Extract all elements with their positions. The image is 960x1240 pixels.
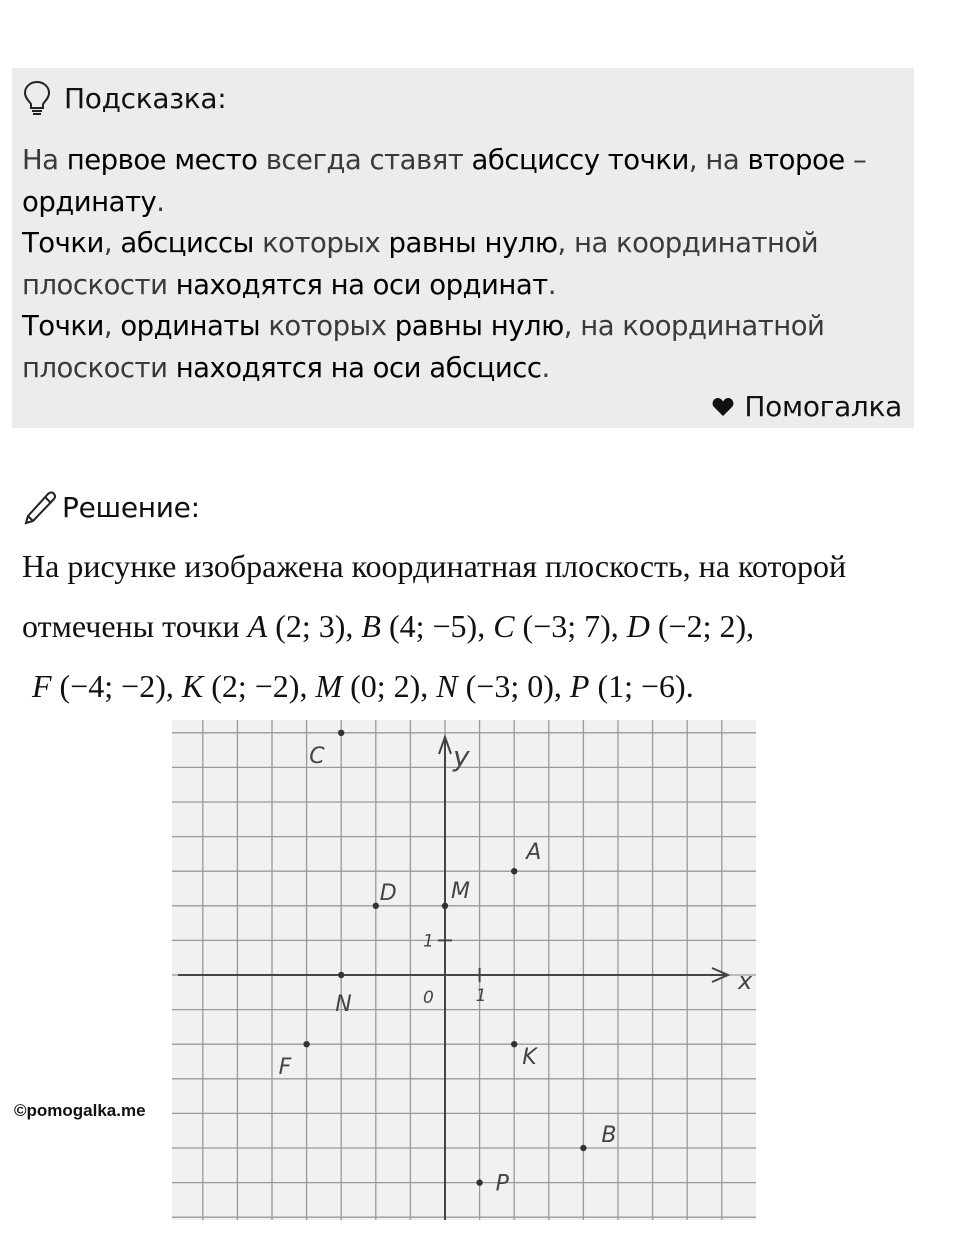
point-label-p: P	[495, 1171, 509, 1197]
point-label-a: A	[526, 840, 542, 866]
point-name: D	[626, 608, 650, 644]
hint-emphasis: второе	[747, 144, 845, 176]
point-p	[476, 1179, 482, 1185]
hint-run: , на	[688, 144, 748, 176]
solution-run: На рисунке изображена координатная плоскость, на которой	[22, 548, 847, 584]
pencil-icon	[22, 488, 58, 526]
hint-text	[22, 140, 902, 389]
hint-emphasis: ординаты	[120, 310, 261, 342]
hint-run: плоскости	[22, 351, 176, 384]
coordinate-plane	[172, 720, 756, 1220]
axis-y-label: y	[453, 740, 470, 773]
hint-run: всегда ставят	[257, 144, 472, 176]
point-label-n: N	[335, 992, 352, 1017]
point-label-c: C	[309, 743, 325, 769]
axis-x-label: x	[738, 967, 753, 995]
point-a	[511, 868, 517, 874]
lightbulb-icon	[22, 80, 52, 116]
solution-run: (2; −2),	[203, 668, 316, 704]
solution-header	[22, 488, 200, 526]
hint-emphasis: находятся на оси ординат	[175, 268, 548, 301]
solution-run: (−2; 2),	[649, 608, 755, 644]
point-name: B	[361, 608, 381, 644]
point-f	[303, 1041, 309, 1047]
credit	[712, 390, 902, 423]
point-label-m: M	[451, 878, 470, 904]
hint-line	[22, 348, 902, 390]
hint-title: Подсказка:	[64, 81, 227, 115]
origin-label: 0	[423, 988, 434, 1008]
unit-y-label: 1	[423, 931, 434, 952]
point-label-k: K	[522, 1045, 537, 1071]
point-b	[580, 1145, 586, 1151]
solution-line	[22, 536, 942, 596]
point-label-d: D	[379, 880, 397, 906]
point-name: F	[32, 668, 52, 704]
point-name: N	[436, 668, 458, 704]
credit-label: Помогалка	[744, 390, 902, 423]
hint-run: На	[22, 144, 67, 176]
hint-run: ,	[103, 310, 121, 342]
hint-emphasis: Точки	[22, 227, 104, 259]
hint-line	[22, 182, 902, 224]
solution-title: Решение:	[62, 490, 200, 524]
hint-line	[22, 306, 902, 348]
solution-run: (−4; −2),	[51, 668, 182, 704]
hint-emphasis: ординату	[22, 185, 157, 218]
point-name: P	[569, 668, 590, 704]
point-label-b: B	[601, 1123, 617, 1148]
point-name: M	[315, 668, 343, 704]
coordinate-plane-photo	[172, 720, 756, 1220]
hint-line	[22, 265, 902, 307]
solution-run: отмечены точки	[22, 608, 248, 644]
heart-icon	[712, 397, 734, 417]
point-name: C	[493, 608, 515, 644]
solution-line	[22, 656, 942, 716]
solution-run: (−3; 0),	[457, 668, 570, 704]
point-name: K	[181, 668, 204, 704]
watermark: ©pomogalka.me	[14, 1101, 146, 1120]
hint-run: .	[547, 268, 557, 301]
hint-line	[22, 140, 902, 182]
point-n	[338, 972, 344, 978]
solution-run: (1; −6).	[589, 668, 694, 704]
solution-text	[22, 536, 942, 716]
hint-emphasis: абсциссы	[120, 227, 254, 259]
point-m	[442, 903, 448, 909]
hint-run: .	[541, 351, 550, 384]
hint-run: которых	[253, 227, 389, 259]
hint-run: , на координатной	[557, 227, 819, 259]
hint-emphasis: находятся на оси абсцисс	[175, 351, 542, 384]
hint-run: ,	[103, 227, 121, 259]
unit-x-label: 1	[475, 986, 487, 1006]
point-k	[511, 1041, 517, 1047]
solution-line	[22, 596, 942, 656]
hint-run: .	[156, 185, 165, 218]
hint-run: –	[844, 144, 867, 176]
solution-run: (2; 3),	[267, 608, 362, 644]
solution-run: (4; −5),	[380, 608, 494, 644]
hint-header	[22, 80, 226, 116]
hint-line	[22, 223, 902, 265]
hint-emphasis: Точки	[22, 310, 104, 342]
hint-run: которых	[260, 310, 395, 342]
solution-run: (0; 2),	[342, 668, 437, 704]
hint-run: плоскости	[22, 268, 176, 301]
hint-run: , на координатной	[563, 310, 825, 342]
point-label-f: F	[278, 1055, 292, 1081]
solution-run: (−3; 7),	[514, 608, 627, 644]
point-c	[338, 730, 344, 736]
hint-emphasis: абсциссу точки	[471, 144, 689, 176]
point-name: A	[247, 608, 268, 644]
point-d	[373, 903, 379, 909]
hint-emphasis: равны нулю	[394, 310, 564, 342]
hint-emphasis: равны нулю	[388, 227, 558, 259]
hint-emphasis: первое место	[66, 144, 258, 176]
